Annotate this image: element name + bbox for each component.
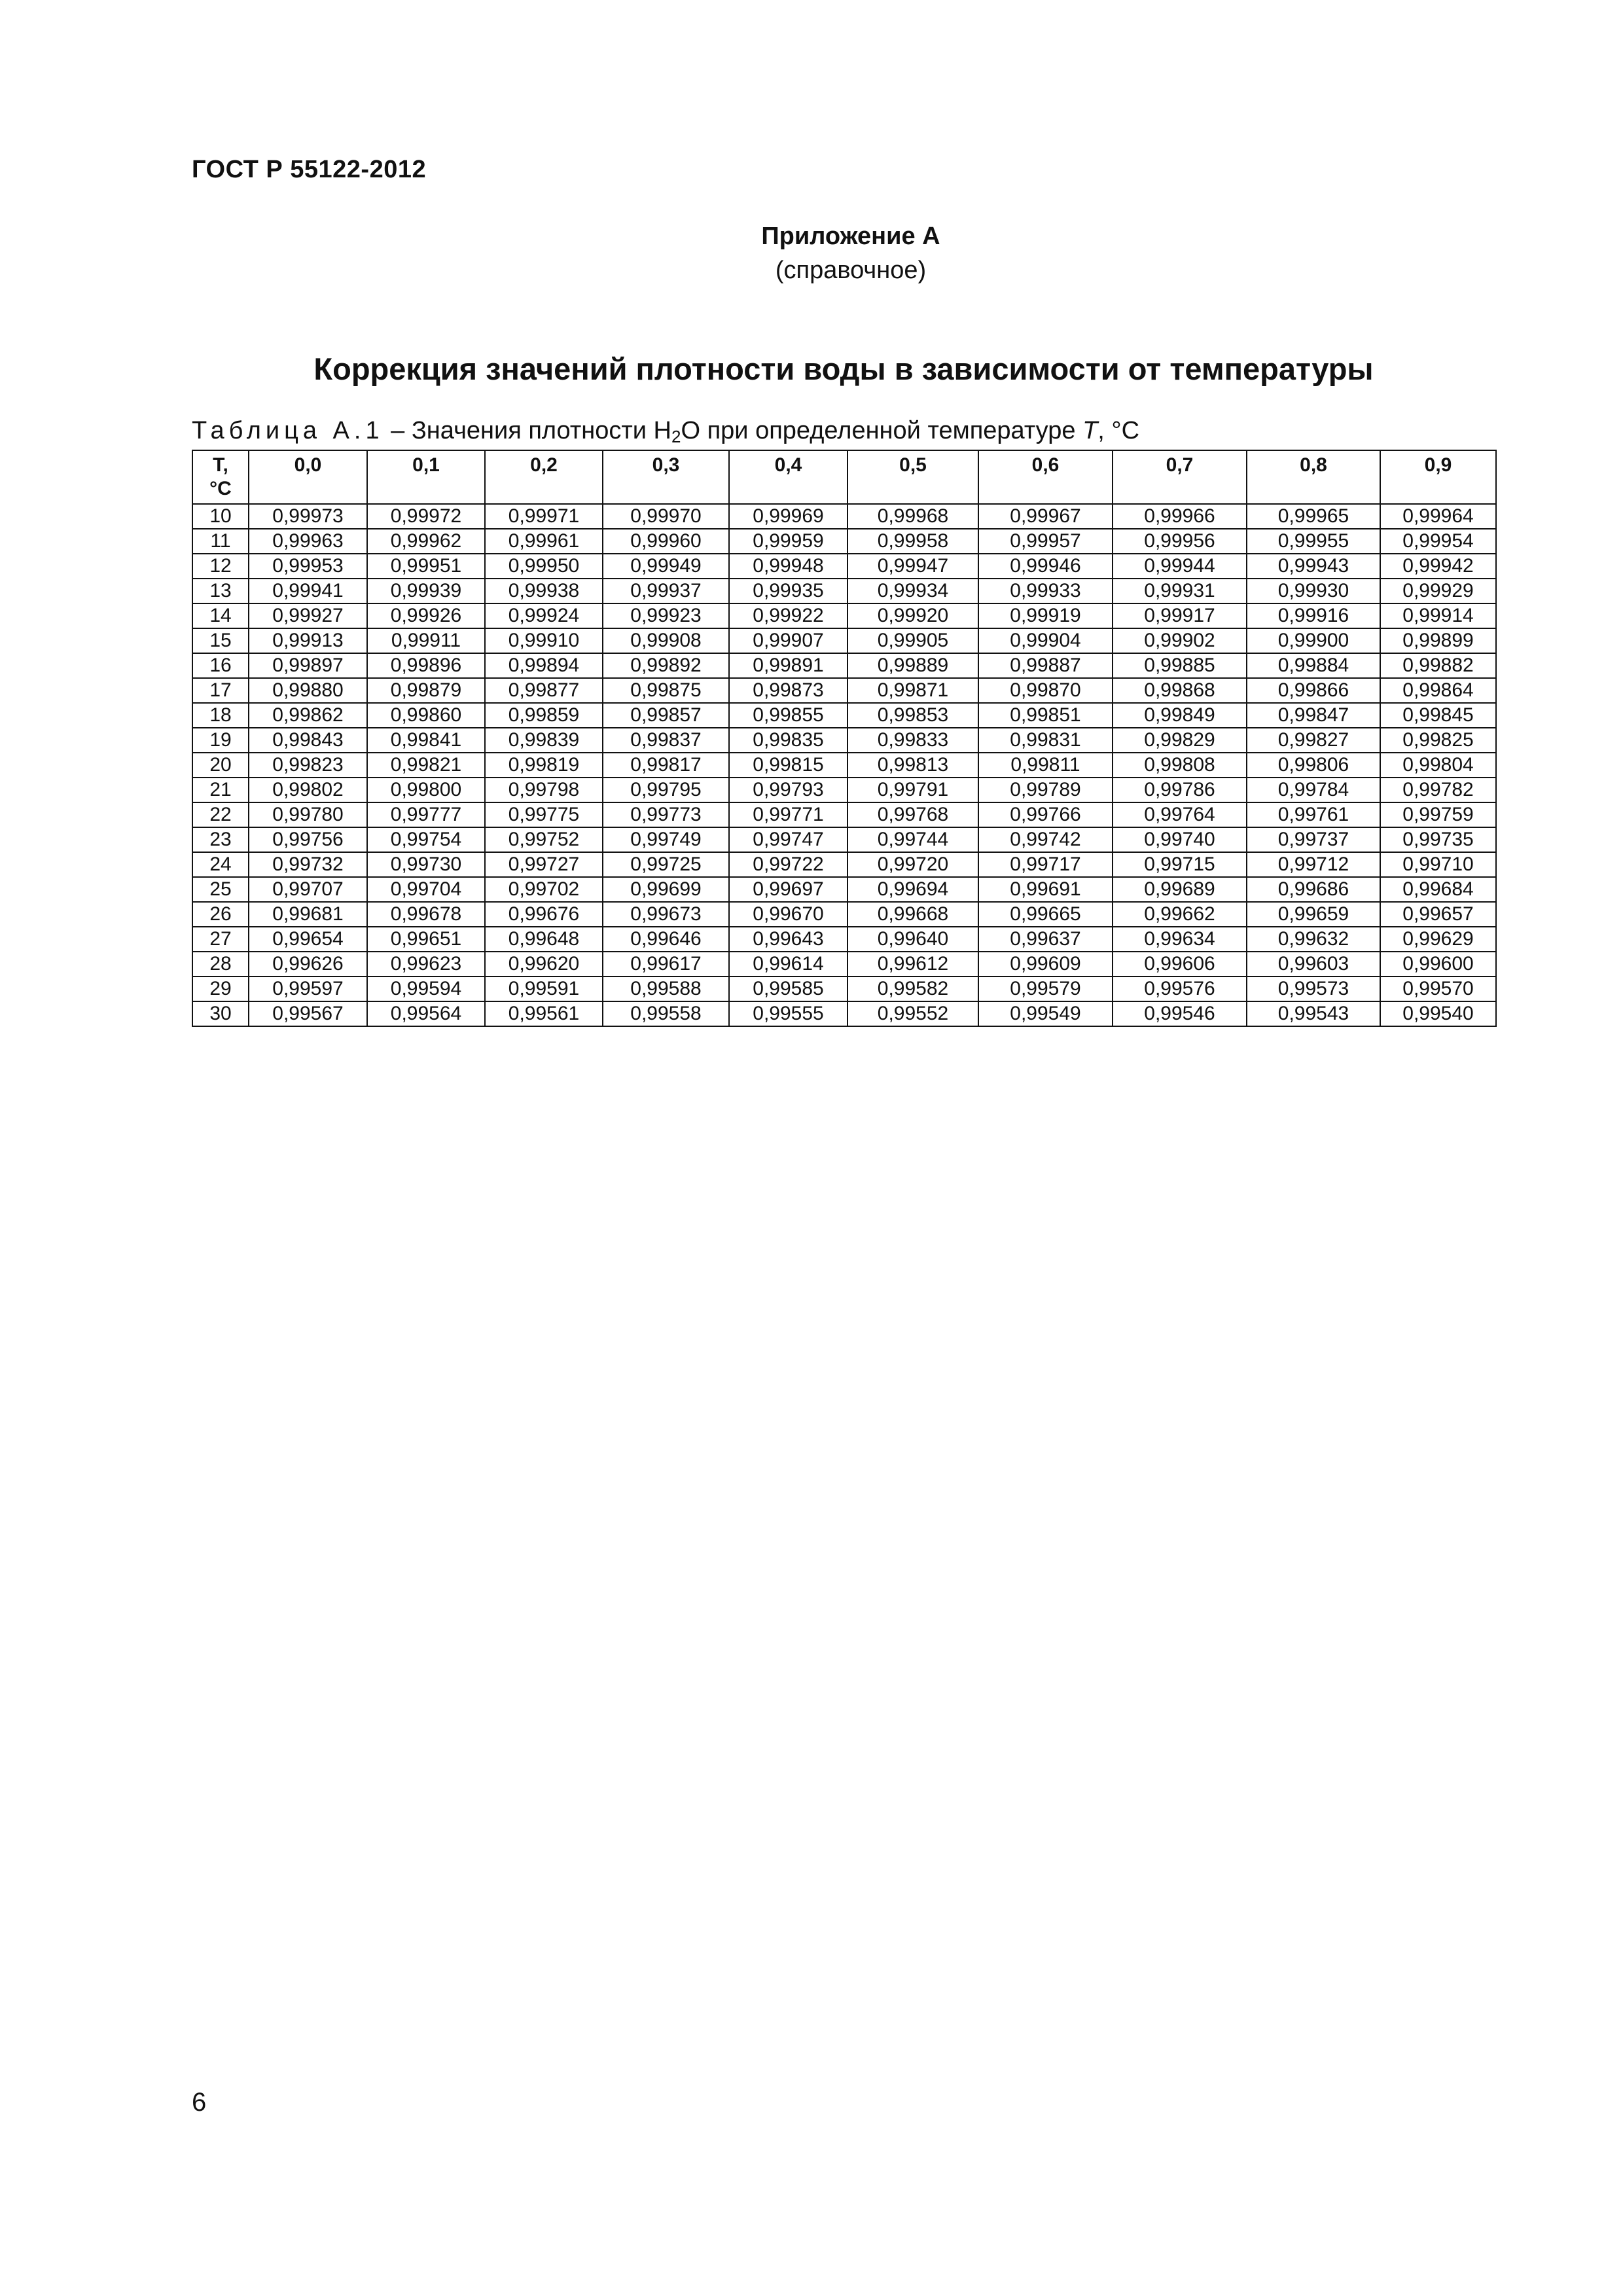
temperature-cell: 13 [192, 579, 249, 603]
density-cell: 0,99651 [367, 927, 485, 952]
density-cell: 0,99662 [1113, 902, 1247, 927]
density-cell: 0,99914 [1380, 603, 1496, 628]
density-cell: 0,99892 [603, 653, 729, 678]
density-cell: 0,99657 [1380, 902, 1496, 927]
density-cell: 0,99839 [485, 728, 603, 753]
density-cell: 0,99941 [249, 579, 367, 603]
density-cell: 0,99813 [847, 753, 978, 778]
density-cell: 0,99917 [1113, 603, 1247, 628]
density-cell: 0,99935 [729, 579, 847, 603]
density-cell: 0,99749 [603, 827, 729, 852]
density-cell: 0,99887 [978, 653, 1113, 678]
density-cell: 0,99873 [729, 678, 847, 703]
density-cell: 0,99951 [367, 554, 485, 579]
density-cell: 0,99612 [847, 952, 978, 977]
density-cell: 0,99926 [367, 603, 485, 628]
temperature-cell: 28 [192, 952, 249, 977]
header-cell-0-6: 0,6 [978, 450, 1113, 504]
density-cell: 0,99896 [367, 653, 485, 678]
density-cell: 0,99694 [847, 877, 978, 902]
density-cell: 0,99673 [603, 902, 729, 927]
table-row [192, 827, 1496, 852]
density-cell: 0,99761 [1247, 802, 1380, 827]
table-row [192, 678, 1496, 703]
density-cell: 0,99558 [603, 1001, 729, 1026]
density-cell: 0,99829 [1113, 728, 1247, 753]
density-cell: 0,99897 [249, 653, 367, 678]
density-cell: 0,99821 [367, 753, 485, 778]
density-cell: 0,99849 [1113, 703, 1247, 728]
density-cell: 0,99916 [1247, 603, 1380, 628]
table-row [192, 1001, 1496, 1026]
table-caption-subscript: 2 [671, 427, 681, 446]
density-cell: 0,99969 [729, 504, 847, 529]
density-cell: 0,99889 [847, 653, 978, 678]
density-cell: 0,99668 [847, 902, 978, 927]
temperature-cell: 26 [192, 902, 249, 927]
table-row [192, 977, 1496, 1001]
density-cell: 0,99795 [603, 778, 729, 802]
density-cell: 0,99549 [978, 1001, 1113, 1026]
header-temperature-unit: °С [209, 478, 232, 499]
density-cell: 0,99609 [978, 952, 1113, 977]
density-cell: 0,99561 [485, 1001, 603, 1026]
density-cell: 0,99684 [1380, 877, 1496, 902]
density-cell: 0,99904 [978, 628, 1113, 653]
header-cell-0-1: 0,1 [367, 450, 485, 504]
density-cell: 0,99552 [847, 1001, 978, 1026]
density-cell: 0,99853 [847, 703, 978, 728]
density-cell: 0,99949 [603, 554, 729, 579]
density-cell: 0,99564 [367, 1001, 485, 1026]
table-caption-label: Таблица А.1 [192, 417, 384, 444]
density-cell: 0,99875 [603, 678, 729, 703]
table-row [192, 877, 1496, 902]
temperature-cell: 21 [192, 778, 249, 802]
density-cell: 0,99939 [367, 579, 485, 603]
density-cell: 0,99648 [485, 927, 603, 952]
density-cell: 0,99620 [485, 952, 603, 977]
density-cell: 0,99937 [603, 579, 729, 603]
density-cell: 0,99771 [729, 802, 847, 827]
density-cell: 0,99870 [978, 678, 1113, 703]
temperature-cell: 24 [192, 852, 249, 877]
header-cell-0-7: 0,7 [1113, 450, 1247, 504]
density-cell: 0,99798 [485, 778, 603, 802]
density-cell: 0,99930 [1247, 579, 1380, 603]
density-cell: 0,99676 [485, 902, 603, 927]
density-cell: 0,99905 [847, 628, 978, 653]
density-cell: 0,99606 [1113, 952, 1247, 977]
header-cell-0-5: 0,5 [847, 450, 978, 504]
density-cell: 0,99756 [249, 827, 367, 852]
density-cell: 0,99555 [729, 1001, 847, 1026]
table-caption-text: Значения плотности H [411, 417, 671, 444]
temperature-cell: 12 [192, 554, 249, 579]
density-cell: 0,99543 [1247, 1001, 1380, 1026]
density-cell: 0,99600 [1380, 952, 1496, 977]
density-cell: 0,99567 [249, 1001, 367, 1026]
density-cell: 0,99712 [1247, 852, 1380, 877]
density-cell: 0,99973 [249, 504, 367, 529]
density-cell: 0,99954 [1380, 529, 1496, 554]
density-cell: 0,99950 [485, 554, 603, 579]
density-cell: 0,99579 [978, 977, 1113, 1001]
header-cell-0-8: 0,8 [1247, 450, 1380, 504]
temperature-cell: 11 [192, 529, 249, 554]
table-caption-dash: – [383, 417, 412, 444]
density-cell: 0,99964 [1380, 504, 1496, 529]
density-cell: 0,99891 [729, 653, 847, 678]
density-cell: 0,99546 [1113, 1001, 1247, 1026]
temperature-cell: 22 [192, 802, 249, 827]
density-cell: 0,99654 [249, 927, 367, 952]
density-cell: 0,99744 [847, 827, 978, 852]
density-cell: 0,99857 [603, 703, 729, 728]
density-cell: 0,99958 [847, 529, 978, 554]
header-cell-0-3: 0,3 [603, 450, 729, 504]
density-cell: 0,99819 [485, 753, 603, 778]
density-cell: 0,99777 [367, 802, 485, 827]
density-cell: 0,99752 [485, 827, 603, 852]
density-cell: 0,99877 [485, 678, 603, 703]
density-cell: 0,99955 [1247, 529, 1380, 554]
density-cell: 0,99640 [847, 927, 978, 952]
table-row [192, 927, 1496, 952]
density-cell: 0,99800 [367, 778, 485, 802]
header-cell-0-9: 0,9 [1380, 450, 1496, 504]
page-title: Коррекция значений плотности воды в зависимости от температуры [313, 351, 1374, 386]
temperature-cell: 14 [192, 603, 249, 628]
header-temperature-symbol: Т, [213, 454, 228, 476]
density-cell: 0,99540 [1380, 1001, 1496, 1026]
density-cell: 0,99727 [485, 852, 603, 877]
header-cell-0-0: 0,0 [249, 450, 367, 504]
density-cell: 0,99725 [603, 852, 729, 877]
density-cell: 0,99740 [1113, 827, 1247, 852]
density-cell: 0,99871 [847, 678, 978, 703]
density-cell: 0,99737 [1247, 827, 1380, 852]
density-cell: 0,99862 [249, 703, 367, 728]
density-cell: 0,99910 [485, 628, 603, 653]
density-cell: 0,99965 [1247, 504, 1380, 529]
density-cell: 0,99722 [729, 852, 847, 877]
density-cell: 0,99970 [603, 504, 729, 529]
density-cell: 0,99742 [978, 827, 1113, 852]
temperature-cell: 29 [192, 977, 249, 1001]
temperature-cell: 16 [192, 653, 249, 678]
table-row [192, 728, 1496, 753]
density-cell: 0,99953 [249, 554, 367, 579]
density-cell: 0,99704 [367, 877, 485, 902]
table-header-row [192, 450, 1496, 504]
density-cell: 0,99626 [249, 952, 367, 977]
density-cell: 0,99823 [249, 753, 367, 778]
density-cell: 0,99632 [1247, 927, 1380, 952]
density-cell: 0,99831 [978, 728, 1113, 753]
temperature-cell: 19 [192, 728, 249, 753]
density-cell: 0,99962 [367, 529, 485, 554]
density-cell: 0,99691 [978, 877, 1113, 902]
density-cell: 0,99847 [1247, 703, 1380, 728]
density-cell: 0,99764 [1113, 802, 1247, 827]
density-cell: 0,99670 [729, 902, 847, 927]
density-cell: 0,99902 [1113, 628, 1247, 653]
density-cell: 0,99817 [603, 753, 729, 778]
density-cell: 0,99793 [729, 778, 847, 802]
density-cell: 0,99827 [1247, 728, 1380, 753]
density-cell: 0,99855 [729, 703, 847, 728]
document-code: ГОСТ Р 55122-2012 [192, 156, 427, 183]
density-cell: 0,99815 [729, 753, 847, 778]
density-cell: 0,99859 [485, 703, 603, 728]
table-row [192, 579, 1496, 603]
temperature-cell: 30 [192, 1001, 249, 1026]
density-cell: 0,99923 [603, 603, 729, 628]
density-cell: 0,99747 [729, 827, 847, 852]
density-cell: 0,99938 [485, 579, 603, 603]
density-cell: 0,99775 [485, 802, 603, 827]
density-cell: 0,99588 [603, 977, 729, 1001]
density-cell: 0,99868 [1113, 678, 1247, 703]
density-cell: 0,99623 [367, 952, 485, 977]
table-body [192, 504, 1496, 1026]
density-cell: 0,99968 [847, 504, 978, 529]
density-cell: 0,99934 [847, 579, 978, 603]
density-cell: 0,99966 [1113, 504, 1247, 529]
density-cell: 0,99780 [249, 802, 367, 827]
density-cell: 0,99678 [367, 902, 485, 927]
density-cell: 0,99591 [485, 977, 603, 1001]
density-cell: 0,99913 [249, 628, 367, 653]
table-caption [192, 417, 1139, 447]
density-cell: 0,99841 [367, 728, 485, 753]
temperature-cell: 17 [192, 678, 249, 703]
density-cell: 0,99766 [978, 802, 1113, 827]
table-row [192, 653, 1496, 678]
table-row [192, 504, 1496, 529]
density-cell: 0,99617 [603, 952, 729, 977]
density-cell: 0,99884 [1247, 653, 1380, 678]
table-row [192, 628, 1496, 653]
density-cell: 0,99759 [1380, 802, 1496, 827]
temperature-cell: 25 [192, 877, 249, 902]
table-row [192, 902, 1496, 927]
table-caption-unit: , °С [1097, 417, 1140, 444]
table-row [192, 802, 1496, 827]
temperature-cell: 10 [192, 504, 249, 529]
table-row [192, 852, 1496, 877]
density-cell: 0,99963 [249, 529, 367, 554]
density-cell: 0,99634 [1113, 927, 1247, 952]
table-row [192, 753, 1496, 778]
density-cell: 0,99637 [978, 927, 1113, 952]
density-cell: 0,99864 [1380, 678, 1496, 703]
density-cell: 0,99833 [847, 728, 978, 753]
density-cell: 0,99960 [603, 529, 729, 554]
density-cell: 0,99971 [485, 504, 603, 529]
density-cell: 0,99919 [978, 603, 1113, 628]
density-cell: 0,99835 [729, 728, 847, 753]
density-cell: 0,99806 [1247, 753, 1380, 778]
header-cell-0-2: 0,2 [485, 450, 603, 504]
density-cell: 0,99786 [1113, 778, 1247, 802]
density-cell: 0,99791 [847, 778, 978, 802]
density-cell: 0,99882 [1380, 653, 1496, 678]
density-cell: 0,99784 [1247, 778, 1380, 802]
density-cell: 0,99773 [603, 802, 729, 827]
density-cell: 0,99933 [978, 579, 1113, 603]
density-cell: 0,99802 [249, 778, 367, 802]
density-cell: 0,99629 [1380, 927, 1496, 952]
table-row [192, 529, 1496, 554]
table-row [192, 554, 1496, 579]
density-cell: 0,99699 [603, 877, 729, 902]
table-row [192, 603, 1496, 628]
density-cell: 0,99720 [847, 852, 978, 877]
density-cell: 0,99710 [1380, 852, 1496, 877]
density-cell: 0,99643 [729, 927, 847, 952]
density-cell: 0,99866 [1247, 678, 1380, 703]
density-cell: 0,99707 [249, 877, 367, 902]
density-cell: 0,99922 [729, 603, 847, 628]
header-cell-temperature [192, 450, 249, 504]
density-cell: 0,99899 [1380, 628, 1496, 653]
density-cell: 0,99924 [485, 603, 603, 628]
density-cell: 0,99659 [1247, 902, 1380, 927]
density-cell: 0,99943 [1247, 554, 1380, 579]
density-cell: 0,99603 [1247, 952, 1380, 977]
density-cell: 0,99594 [367, 977, 485, 1001]
density-cell: 0,99782 [1380, 778, 1496, 802]
density-cell: 0,99843 [249, 728, 367, 753]
density-cell: 0,99730 [367, 852, 485, 877]
density-cell: 0,99576 [1113, 977, 1247, 1001]
density-cell: 0,99665 [978, 902, 1113, 927]
table-row [192, 952, 1496, 977]
density-cell: 0,99789 [978, 778, 1113, 802]
density-cell: 0,99811 [978, 753, 1113, 778]
density-cell: 0,99717 [978, 852, 1113, 877]
density-cell: 0,99845 [1380, 703, 1496, 728]
density-cell: 0,99597 [249, 977, 367, 1001]
table-row [192, 778, 1496, 802]
density-cell: 0,99908 [603, 628, 729, 653]
density-cell: 0,99735 [1380, 827, 1496, 852]
density-cell: 0,99754 [367, 827, 485, 852]
density-cell: 0,99808 [1113, 753, 1247, 778]
density-cell: 0,99894 [485, 653, 603, 678]
temperature-cell: 15 [192, 628, 249, 653]
density-table [192, 450, 1497, 1027]
density-cell: 0,99646 [603, 927, 729, 952]
density-cell: 0,99959 [729, 529, 847, 554]
density-cell: 0,99972 [367, 504, 485, 529]
density-cell: 0,99900 [1247, 628, 1380, 653]
density-cell: 0,99911 [367, 628, 485, 653]
density-cell: 0,99967 [978, 504, 1113, 529]
temperature-cell: 23 [192, 827, 249, 852]
density-cell: 0,99948 [729, 554, 847, 579]
temperature-cell: 18 [192, 703, 249, 728]
density-cell: 0,99837 [603, 728, 729, 753]
density-cell: 0,99570 [1380, 977, 1496, 1001]
density-cell: 0,99702 [485, 877, 603, 902]
density-cell: 0,99927 [249, 603, 367, 628]
density-cell: 0,99697 [729, 877, 847, 902]
density-cell: 0,99920 [847, 603, 978, 628]
density-cell: 0,99947 [847, 554, 978, 579]
appendix-title: Приложение А [761, 223, 940, 250]
density-cell: 0,99732 [249, 852, 367, 877]
density-cell: 0,99686 [1247, 877, 1380, 902]
density-cell: 0,99804 [1380, 753, 1496, 778]
density-cell: 0,99929 [1380, 579, 1496, 603]
page-number: 6 [192, 2088, 207, 2117]
density-cell: 0,99885 [1113, 653, 1247, 678]
temperature-cell: 20 [192, 753, 249, 778]
table-caption-text-cont: O при определенной температуре [681, 417, 1083, 444]
density-cell: 0,99715 [1113, 852, 1247, 877]
density-cell: 0,99931 [1113, 579, 1247, 603]
density-cell: 0,99957 [978, 529, 1113, 554]
density-cell: 0,99879 [367, 678, 485, 703]
density-cell: 0,99585 [729, 977, 847, 1001]
header-cell-0-4: 0,4 [729, 450, 847, 504]
density-cell: 0,99681 [249, 902, 367, 927]
density-cell: 0,99614 [729, 952, 847, 977]
density-cell: 0,99880 [249, 678, 367, 703]
density-cell: 0,99907 [729, 628, 847, 653]
density-cell: 0,99582 [847, 977, 978, 1001]
density-cell: 0,99851 [978, 703, 1113, 728]
density-cell: 0,99946 [978, 554, 1113, 579]
density-cell: 0,99768 [847, 802, 978, 827]
density-cell: 0,99961 [485, 529, 603, 554]
table-caption-symbol: T [1082, 417, 1098, 444]
table-row [192, 703, 1496, 728]
density-cell: 0,99573 [1247, 977, 1380, 1001]
density-cell: 0,99944 [1113, 554, 1247, 579]
density-cell: 0,99942 [1380, 554, 1496, 579]
temperature-cell: 27 [192, 927, 249, 952]
density-cell: 0,99860 [367, 703, 485, 728]
appendix-subtitle: (справочное) [775, 257, 927, 284]
density-cell: 0,99689 [1113, 877, 1247, 902]
density-cell: 0,99825 [1380, 728, 1496, 753]
density-cell: 0,99956 [1113, 529, 1247, 554]
